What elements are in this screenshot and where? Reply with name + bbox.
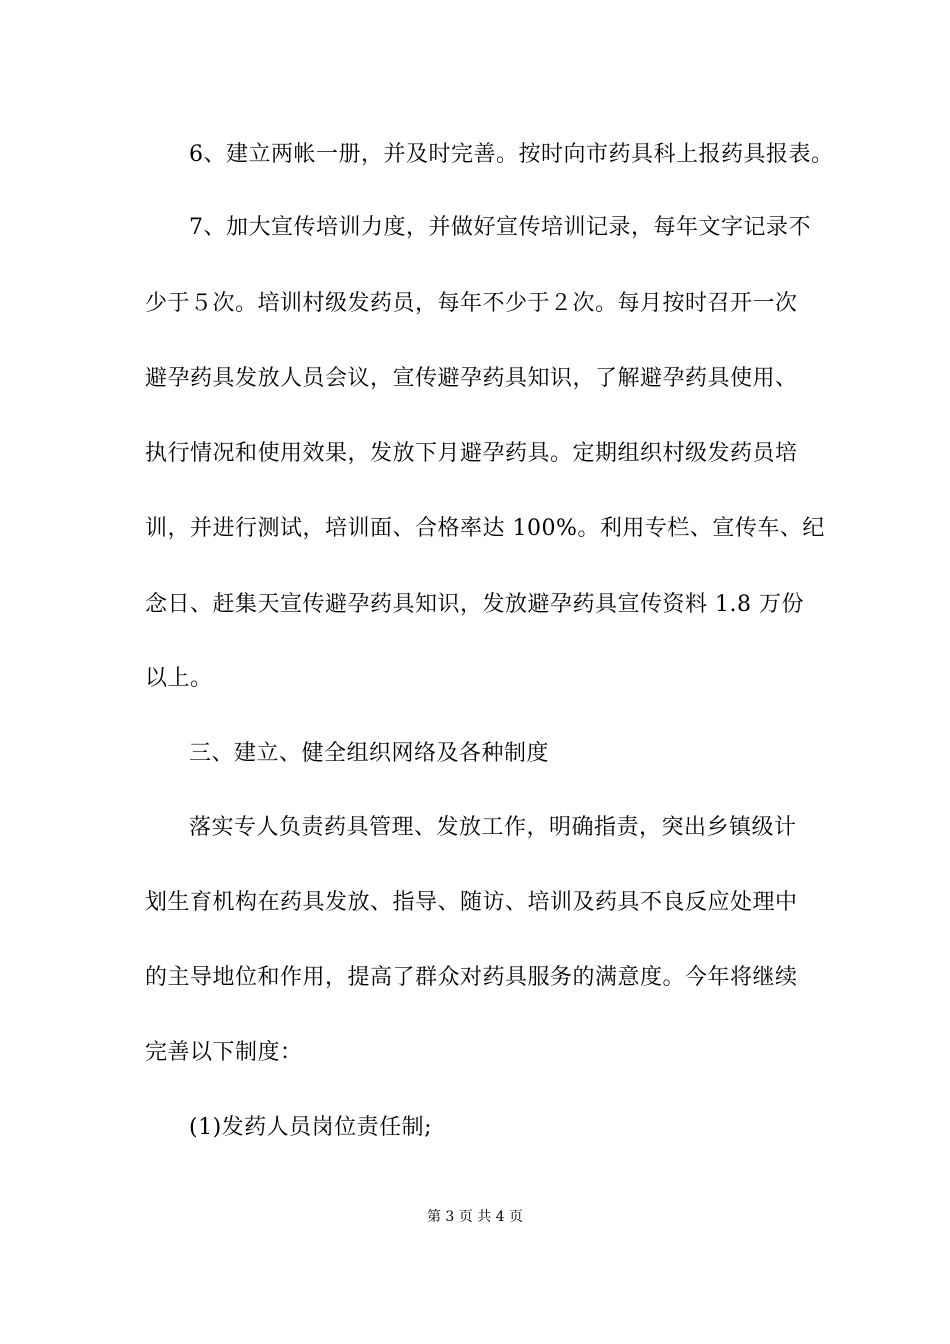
paragraph-section-3-line-2: 划生育机构在药具发放、指导、随访、培训及药具不良反应处理中 [145, 890, 798, 915]
list-item-1: (1)发药人员岗位责任制; [189, 1115, 433, 1140]
page-footer: 第 3 页 共 4 页 [426, 1209, 524, 1225]
paragraph-item-7-line-7: 以上。 [145, 666, 213, 691]
paragraph-item-7-line-4: 执行情况和使用效果，发放下月避孕药具。定期组织村级发药员培 [145, 441, 798, 466]
paragraph-item-7-line-6: 念日、赶集天宣传避孕药具知识，发放避孕药具宣传资料 1.8 万份 [145, 592, 804, 617]
paragraph-item-7-line-2: 少于５次。培训村级发药员，每年不少于２次。每月按时召开一次 [145, 291, 798, 316]
paragraph-item-7-line-3: 避孕药具发放人员会议，宣传避孕药具知识，了解避孕药具使用、 [145, 366, 798, 391]
section-heading-3: 三、建立、健全组织网络及各种制度 [189, 741, 550, 766]
paragraph-section-3-line-4: 完善以下制度： [145, 1040, 303, 1065]
paragraph-section-3-line-1: 落实专人负责药具管理、发放工作，明确指责，突出乡镇级计 [189, 815, 797, 840]
paragraph-item-7-line-1: 7、加大宣传培训力度，并做好宣传培训记录，每年文字记录不 [189, 215, 811, 240]
paragraph-section-3-line-3: 的主导地位和作用，提高了群众对药具服务的满意度。今年将继续 [145, 965, 798, 990]
paragraph-item-7-line-5: 训，并进行测试，培训面、合格率达 100%。利用专栏、宣传车、纪 [145, 516, 825, 541]
paragraph-item-6-line-1: 6、建立两帐一册，并及时完善。按时向市药具科上报药具报表。 [189, 142, 834, 167]
